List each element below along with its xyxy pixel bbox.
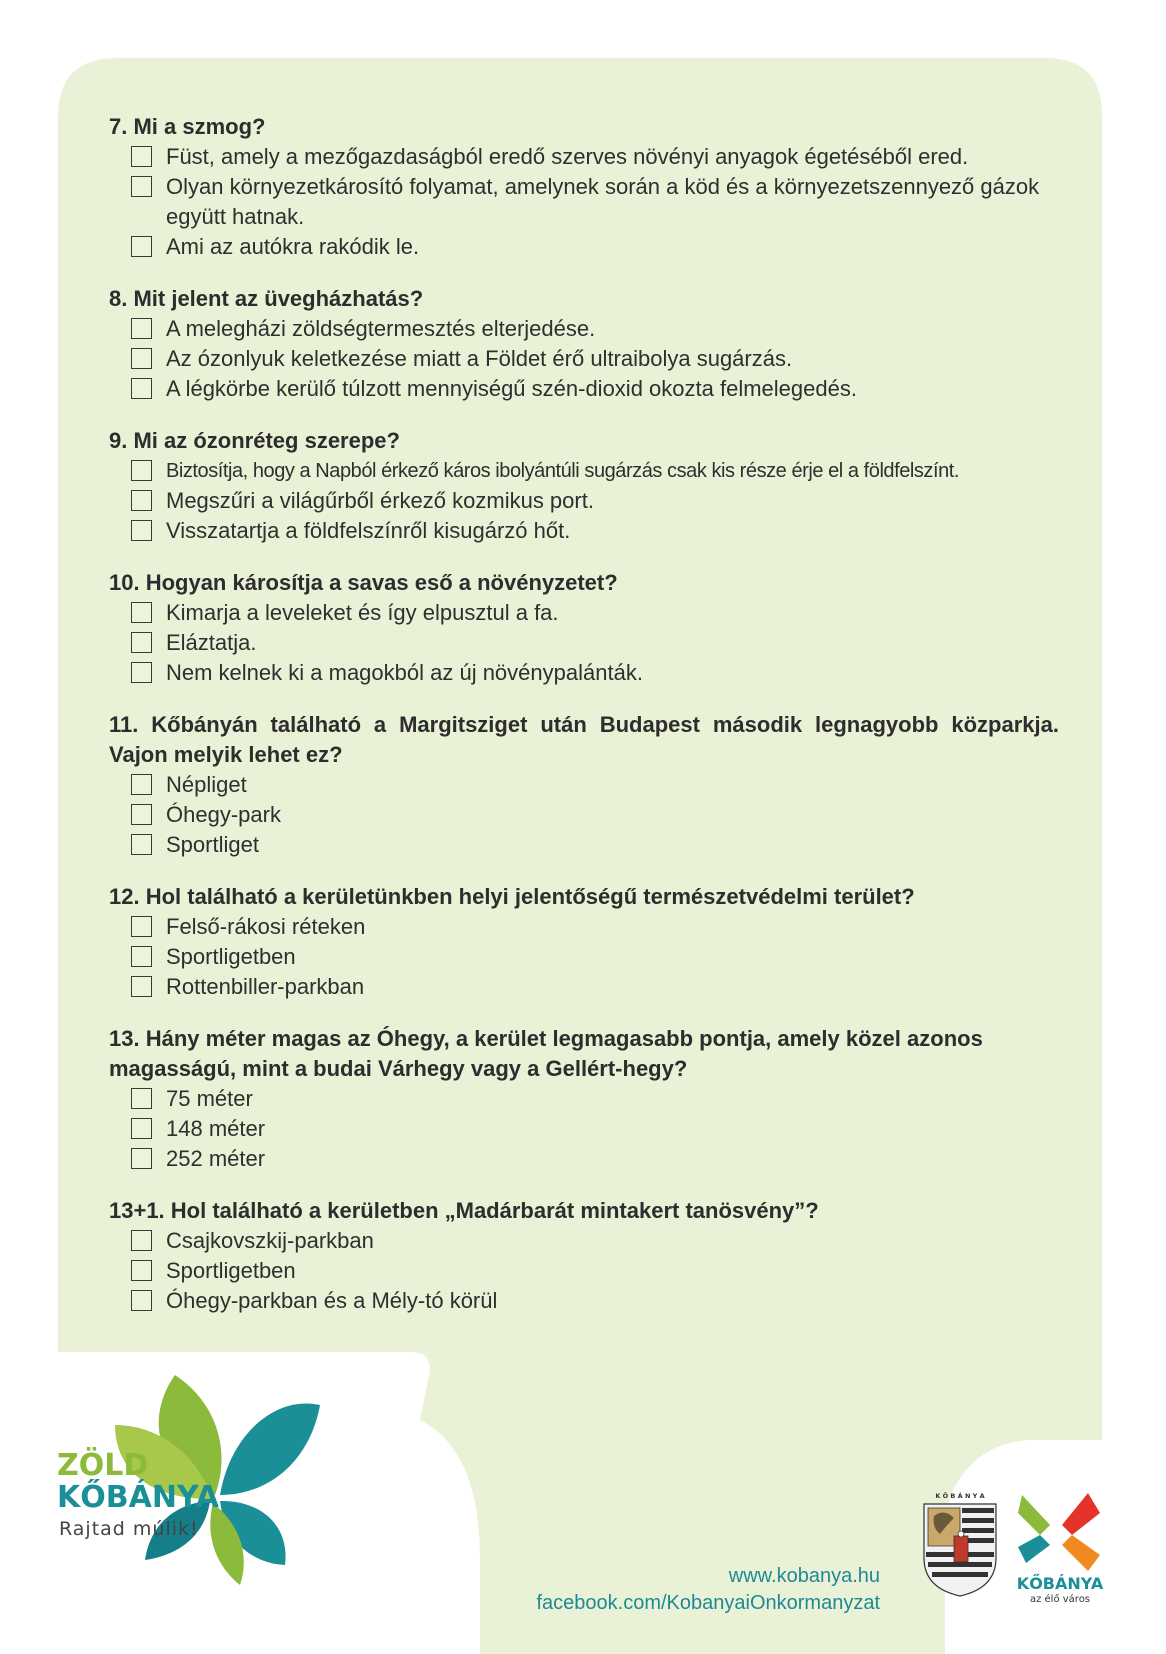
checkbox[interactable] bbox=[131, 632, 152, 653]
checkbox[interactable] bbox=[131, 318, 152, 339]
checkbox[interactable] bbox=[131, 236, 152, 257]
answer-option[interactable] bbox=[109, 142, 1059, 172]
answer-option[interactable] bbox=[109, 172, 1059, 232]
answer-label: 252 méter bbox=[166, 1146, 266, 1171]
answer-option[interactable] bbox=[109, 314, 1059, 344]
answer-list bbox=[109, 456, 1059, 546]
answer-option[interactable] bbox=[109, 942, 1059, 972]
answer-label: Sportligetben bbox=[166, 944, 296, 969]
answer-list bbox=[109, 598, 1059, 688]
quiz-content bbox=[109, 112, 1059, 1338]
answer-label: Megszűri a világűrből érkező kozmikus port. bbox=[166, 488, 594, 513]
answer-label: Az ózonlyuk keletkezése miatt a Földet érő ultraibolya sugárzás. bbox=[166, 346, 793, 371]
facebook-link[interactable]: facebook.com/KobanyaiOnkormanyzat bbox=[536, 1592, 880, 1614]
answer-label: Eláztatja. bbox=[166, 630, 257, 655]
answer-option[interactable] bbox=[109, 486, 1059, 516]
answer-label: Felső-rákosi réteken bbox=[166, 914, 366, 939]
answer-label: 148 méter bbox=[166, 1116, 266, 1141]
checkbox[interactable] bbox=[131, 378, 152, 399]
answer-option[interactable] bbox=[109, 456, 1059, 486]
answer-option[interactable] bbox=[109, 658, 1059, 688]
answer-label: A melegházi zöldségtermesztés elterjedése. bbox=[166, 316, 596, 341]
question-title: 13+1. Hol található a kerületben „Madárbarát mintakert tanösvény”? bbox=[109, 1198, 819, 1223]
answer-list bbox=[109, 770, 1059, 860]
answer-option[interactable] bbox=[109, 1114, 1059, 1144]
question-title: 7. Mi a szmog? bbox=[109, 114, 266, 139]
logo-slogan: Rajtad múlik! bbox=[59, 1518, 199, 1540]
answer-label: Óhegy-park bbox=[166, 802, 281, 827]
logo-line-2: KŐBÁNYA bbox=[57, 1480, 220, 1515]
checkbox[interactable] bbox=[131, 662, 152, 683]
answer-option[interactable] bbox=[109, 912, 1059, 942]
brand-mark-icon bbox=[1018, 1493, 1100, 1571]
answer-option[interactable] bbox=[109, 374, 1059, 404]
answer-list bbox=[109, 1226, 1059, 1316]
question-title: 10. Hogyan károsítja a savas eső a növényzetet? bbox=[109, 570, 618, 595]
checkbox[interactable] bbox=[131, 460, 152, 481]
checkbox[interactable] bbox=[131, 1088, 152, 1109]
checkbox[interactable] bbox=[131, 976, 152, 997]
answer-label: Sportligetben bbox=[166, 1258, 296, 1283]
footer-links bbox=[480, 1563, 880, 1617]
question-12 bbox=[109, 882, 1059, 1002]
answer-option[interactable] bbox=[109, 344, 1059, 374]
checkbox[interactable] bbox=[131, 602, 152, 623]
answer-option[interactable] bbox=[109, 770, 1059, 800]
answer-label: Rottenbiller-parkban bbox=[166, 974, 365, 999]
answer-option[interactable] bbox=[109, 972, 1059, 1002]
answer-option[interactable] bbox=[109, 1226, 1059, 1256]
answer-label: Visszatartja a földfelszínről kisugárzó hőt. bbox=[166, 518, 571, 543]
answer-list bbox=[109, 142, 1059, 262]
answer-label: Sportliget bbox=[166, 832, 259, 857]
zold-kobanya-logo bbox=[55, 1375, 375, 1615]
answer-label: Kimarja a leveleket és így elpusztul a fa. bbox=[166, 600, 559, 625]
question-title: 11. Kőbányán található a Margitsziget után Budapest második legnagyobb közparkja. Vajon melyik lehet ez? bbox=[109, 712, 1059, 767]
checkbox[interactable] bbox=[131, 946, 152, 967]
logo-line-1: ZÖLD bbox=[57, 1448, 149, 1483]
answer-option[interactable] bbox=[109, 516, 1059, 546]
checkbox[interactable] bbox=[131, 1260, 152, 1281]
answer-label: Nem kelnek ki a magokból az új növénypalánták. bbox=[166, 660, 643, 685]
brand-tagline: az élő város bbox=[1029, 1594, 1091, 1605]
coat-of-arms-caption: K Ő B Á N Y A bbox=[935, 1492, 985, 1500]
answer-option[interactable] bbox=[109, 1144, 1059, 1174]
answer-option[interactable] bbox=[109, 1084, 1059, 1114]
checkbox[interactable] bbox=[131, 804, 152, 825]
question-10 bbox=[109, 568, 1059, 688]
question-11 bbox=[109, 710, 1059, 860]
checkbox[interactable] bbox=[131, 348, 152, 369]
answer-label: Biztosítja, hogy a Napból érkező káros ibolyántúli sugárzás csak kis része érje el a földfelszínt. bbox=[166, 460, 959, 482]
checkbox[interactable] bbox=[131, 1290, 152, 1311]
answer-label: Népliget bbox=[166, 772, 247, 797]
checkbox[interactable] bbox=[131, 146, 152, 167]
kobanya-brand-logo bbox=[1010, 1485, 1110, 1605]
answer-label: Óhegy-parkban és a Mély-tó körül bbox=[166, 1288, 498, 1313]
checkbox[interactable] bbox=[131, 774, 152, 795]
question-7 bbox=[109, 112, 1059, 262]
checkbox[interactable] bbox=[131, 834, 152, 855]
answer-list bbox=[109, 314, 1059, 404]
answer-option[interactable] bbox=[109, 628, 1059, 658]
answer-label: 75 méter bbox=[166, 1086, 253, 1111]
brand-name: KŐBÁNYA bbox=[1016, 1574, 1104, 1593]
question-8 bbox=[109, 284, 1059, 404]
answer-label: Ami az autókra rakódik le. bbox=[166, 234, 420, 259]
answer-label: Olyan környezetkárosító folyamat, amelynek során a köd és a környezetszennyező gázok együtt hatnak. bbox=[166, 174, 1040, 229]
answer-option[interactable] bbox=[109, 232, 1059, 262]
question-title: 9. Mi az ózonréteg szerepe? bbox=[109, 428, 400, 453]
website-link[interactable]: www.kobanya.hu bbox=[728, 1565, 880, 1587]
question-title: 13. Hány méter magas az Óhegy, a kerület legmagasabb pontja, amely közel azonos magasságú, mint a budai Várhegy vagy a Gellért-hegy? bbox=[109, 1026, 983, 1081]
answer-option[interactable] bbox=[109, 1286, 1059, 1316]
checkbox[interactable] bbox=[131, 520, 152, 541]
checkbox[interactable] bbox=[131, 1230, 152, 1251]
checkbox[interactable] bbox=[131, 916, 152, 937]
question-13 bbox=[109, 1024, 1059, 1174]
checkbox[interactable] bbox=[131, 1118, 152, 1139]
checkbox[interactable] bbox=[131, 490, 152, 511]
answer-label: A légkörbe kerülő túlzott mennyiségű szén-dioxid okozta felmelegedés. bbox=[166, 376, 857, 401]
question-title: 8. Mit jelent az üvegházhatás? bbox=[109, 286, 424, 311]
answer-list bbox=[109, 912, 1059, 1002]
question-13-plus-1 bbox=[109, 1196, 1059, 1316]
answer-label: Füst, amely a mezőgazdaságból eredő szerves növényi anyagok égetéséből ered. bbox=[166, 144, 969, 169]
answer-option[interactable] bbox=[109, 830, 1059, 860]
answer-list bbox=[109, 1084, 1059, 1174]
answer-label: Csajkovszkij-parkban bbox=[166, 1228, 374, 1253]
question-title: 12. Hol található a kerületünkben helyi jelentőségű természetvédelmi terület? bbox=[109, 884, 915, 909]
answer-option[interactable] bbox=[109, 598, 1059, 628]
question-9 bbox=[109, 426, 1059, 546]
checkbox[interactable] bbox=[131, 1148, 152, 1169]
answer-option[interactable] bbox=[109, 800, 1059, 830]
coat-of-arms-icon bbox=[920, 1490, 1000, 1600]
checkbox[interactable] bbox=[131, 176, 152, 197]
answer-option[interactable] bbox=[109, 1256, 1059, 1286]
